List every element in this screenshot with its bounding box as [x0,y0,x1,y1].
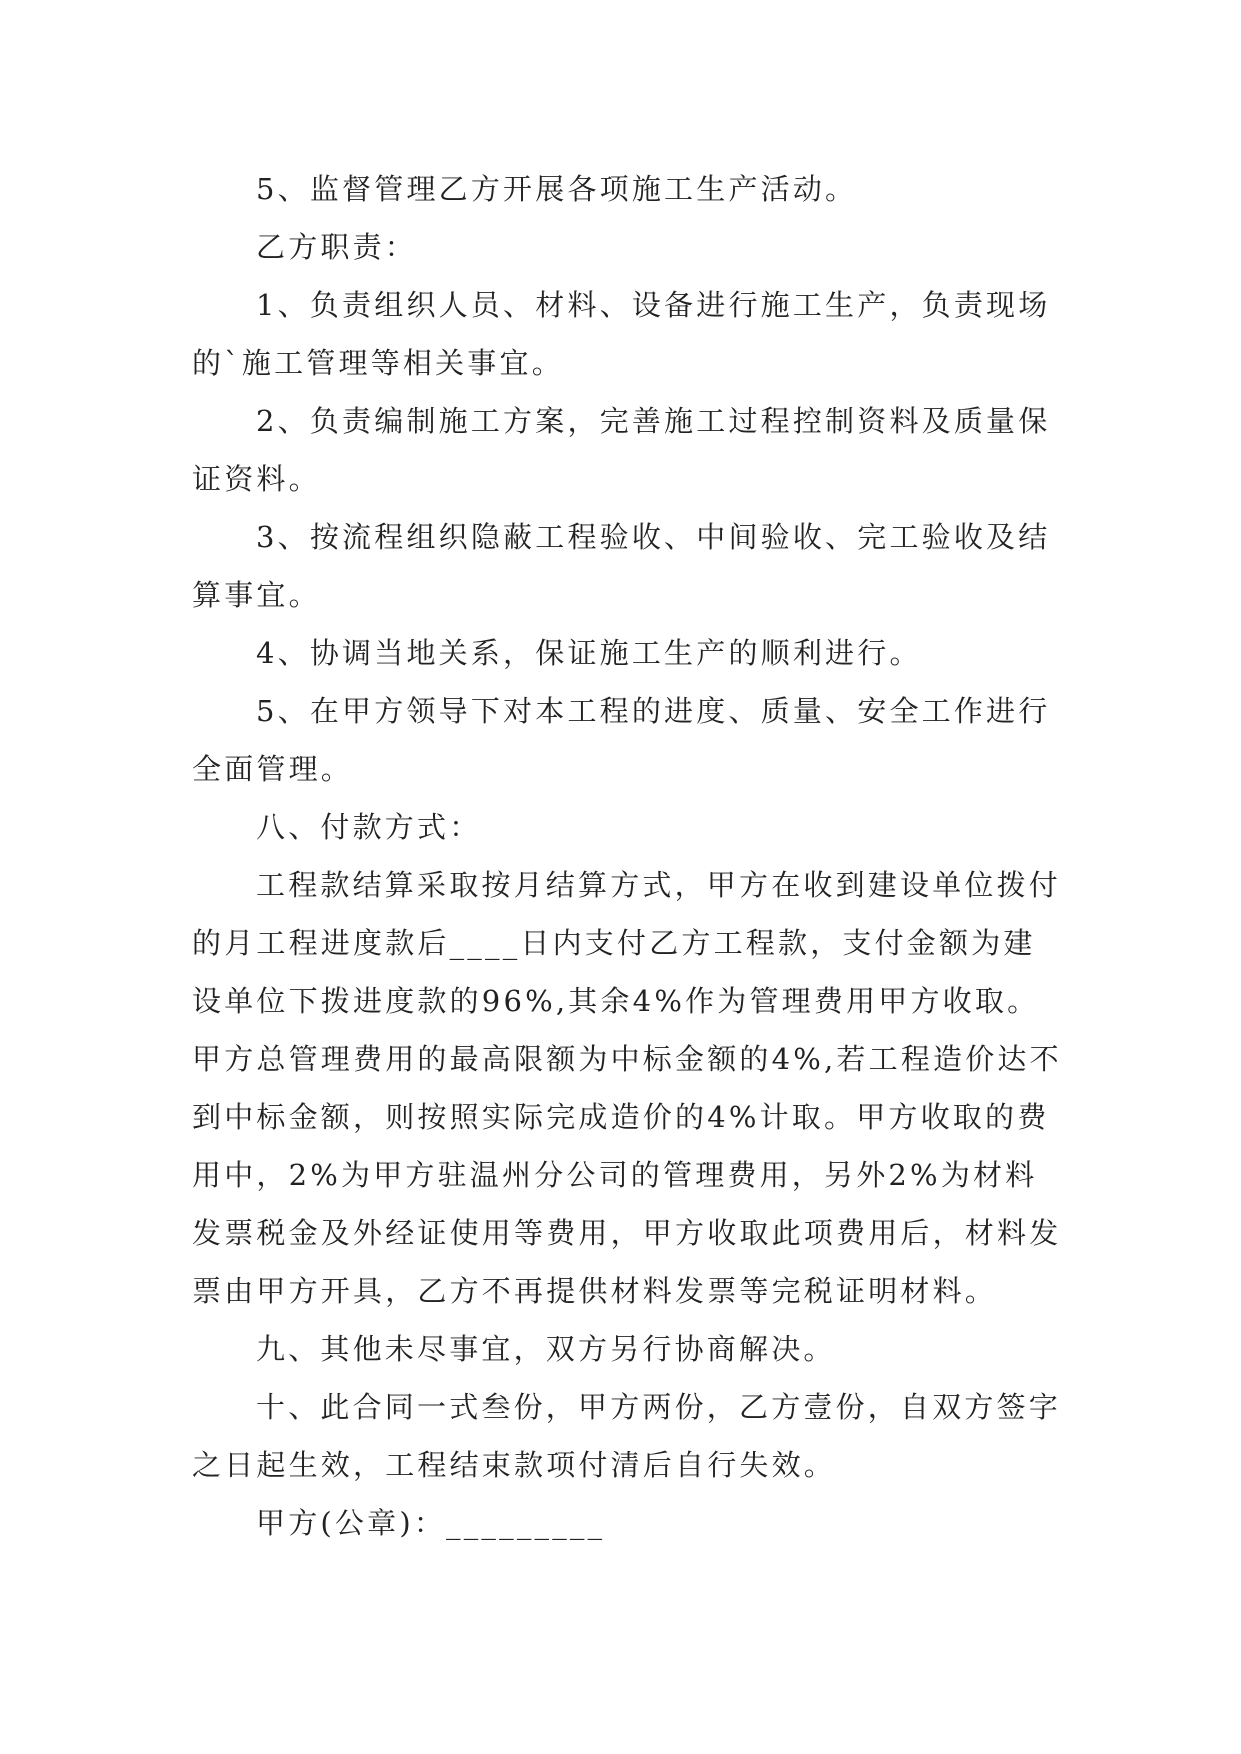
paragraph-payment-heading: 八、付款方式： [256,810,482,844]
paragraph-copies-validity: 十、此合同一式叁份，甲方两份，乙方壹份，自双方签字之日起生效，工程结束款项付清后自行失效。 [192,1390,1062,1482]
paragraph-supervise: 5、监督管理乙方开展各项施工生产活动。 [256,172,858,206]
paragraph-party-b-duties-heading: 乙方职责： [256,230,418,264]
paragraph-duty-3: 3、按流程组织隐蔽工程验收、中间验收、完工验收及结算事宜。 [192,520,1051,612]
paragraph-duty-1: 1、负责组织人员、材料、设备进行施工生产，负责现场的`施工管理等相关事宜。 [192,288,1051,380]
paragraph-duty-2: 2、负责编制施工方案，完善施工过程控制资料及质量保证资料。 [192,404,1051,496]
document-body [192,160,1062,1552]
paragraph-duty-5: 5、在甲方领导下对本工程的进度、质量、安全工作进行全面管理。 [192,694,1051,786]
signature-party-a: 甲方(公章)：_________ [256,1506,606,1540]
paragraph-payment-terms: 工程款结算采取按月结算方式，甲方在收到建设单位拨付的月工程进度款后____日内支付乙方工程款，支付金额为建设单位下拨进度款的96%,其余4%作为管理费用甲方收取。甲方总管理费用的最高限额为中标金额的4%,若工程造价达不到中标金额，则按照实际完成造价的4%计取。甲方收取的费用中，2%为甲方驻温州分公司的管理费用，另外2%为材料发票税金及外经证使用等费用，甲方收取此项费用后，材料发票由甲方开具，乙方不再提供材料发票等完税证明材料。 [192,868,1062,1308]
paragraph-other-matters: 九、其他未尽事宜，双方另行协商解决。 [256,1332,836,1366]
paragraph-duty-4: 4、协调当地关系，保证施工生产的顺利进行。 [256,636,922,670]
